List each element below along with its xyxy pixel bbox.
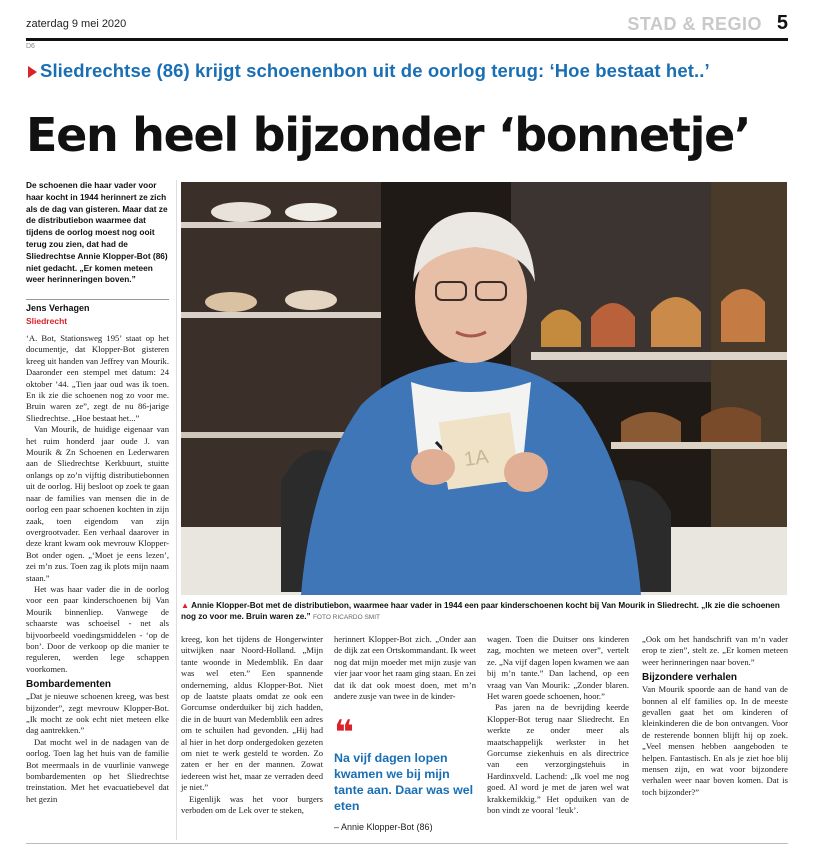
pull-quote-attribution: – Annie Klopper-Bot (86) [334, 822, 433, 832]
paragraph: wagen. Toen die Duitser ons kinderen zag, mochten we meteen over”, vertelt ze. „Na vijf dagen lopen kwamen we aan bij m’n tante.” Dan lachend, op een vraag van Van Mourik: „Zonder blaren. Het waren goede schoenen, hoor.” [487, 634, 629, 702]
caption-marker-icon: ▲ [181, 601, 190, 610]
article-column-1 [26, 333, 169, 805]
kicker [26, 60, 796, 82]
photo-illustration [181, 182, 787, 595]
subheading: Bombardementen [26, 679, 112, 691]
paragraph: kreeg, kon het tijdens de Hongerwinter uitwijken naar Noord-Holland. „Mijn tante woonde in Medemblik. En daar was wel eten.” Een spannende onderneming, aldus Klopper-Bot. Niet op de laatste plaats omdat ze ook een Gorcumse onderduiker bij zich hadden, die in de buurt van Medemblik een adres om te schuilen had gevonden. „Hij had al hier in het dorp ondergedoken gezeten om niet te werk gesteld te worden. Zo zaten er her en der mannen. Zowat iedereen wist het, maar ze verraden deed je niet.” [181, 634, 323, 793]
paragraph: „Dat je nieuwe schoenen kreeg, was best bijzonder”, zegt mevrouw Klopper-Bot. „Ik mocht ze ook echt niet meteen elke dag aantrekken.” [26, 691, 169, 736]
quote-mark-icon: ❝ [334, 713, 354, 753]
kicker-arrow-icon [28, 66, 37, 78]
paragraph: Dat mocht wel in de nadagen van de oorlog. Toen lag het huis van de familie Bot meermaals in de vuurlinie vanwege bombardementen op het Sliedrechtse treinstation. Met het evacuatiebevel dat het gezin [26, 736, 169, 804]
paragraph: Het was haar vader die in de oorlog voor een paar kinderschoenen bij Van Mourik binnenliep. Vanwege de schaarste was schoeisel - net als bijvoorbeeld voedingsmiddelen - ‘op de bon’. Door de verkoop op die manier te reguleren, werden lege schappen voorkomen. [26, 583, 169, 674]
section-name: STAD & REGIO [627, 14, 762, 34]
header-rule [26, 38, 788, 41]
bottom-rule [26, 843, 788, 844]
paragraph: ‘A. Bot, Stationsweg 195’ staat op het documentje, dat Klopper-Bot gisteren kreeg uit handen van Jeffrey van Mourik. Daaronder een stempel met datum: 24 oktober ’44. „Tien jaar oud was ik toen. En ik zie die schoenen nog zo voor me. Bruin waren ze”, zegt de nu 86-jarige Sliedrechtse. „Hoe bestaat het...” [26, 333, 169, 423]
author-name: Jens Verhagen [26, 303, 90, 313]
paragraph: herinnert Klopper-Bot zich. „Onder aan de dijk zat een Ortskommandant. Ik weet nog dat mijn moeder met mijn zusje van vier jaar voor het raam ging staan. En zei dat ik dat ook moest doen, met m’n andere zusje van twee in de kinder- [334, 634, 476, 702]
paragraph: Pas jaren na de bevrijding keerde Klopper-Bot terug naar Sliedrecht. En werkte ze onder meer als maatschappelijk werkster in het Gorcumse ziekenhuis en als directrice van een verzorgingstehuis in Hardinxveld. Lachend: „Ik voel me nog goed. Al word je met de jaren wel wat krakkemikkig.” Het opduiken van de bon vindt ze vooral ‘leuk’. [487, 702, 629, 816]
byline-rule [26, 299, 169, 300]
dateline-place: Sliedrecht [26, 316, 68, 326]
photo-credit: FOTO RICARDO SMIT [312, 614, 380, 621]
article-column-5 [642, 634, 788, 798]
page-number: 5 [776, 12, 788, 34]
pull-quote-text: Na vijf dagen lopen kwamen we bij mijn tante aan. Daar was wel eten [334, 751, 474, 813]
paragraph: Eigenlijk was het voor burgers verboden om de Lek over te steken, [181, 793, 323, 816]
lead-paragraph: De schoenen die haar vader voor haar kocht in 1944 herinnert ze zich als de dag van gisteren. Maar dat ze de distributiebon waarmee dat tijdens de oorlog moest nog ooit terug zou zien, dat had de Sliedrechtse Annie Klopper-Bot (86) niet gedacht. „Er komen meteen weer herinneringen boven.” [26, 180, 168, 285]
article-photo [181, 182, 787, 595]
pull-quote [334, 713, 474, 832]
voucher-text: 1A [462, 445, 490, 472]
photo-caption [181, 600, 787, 622]
headline: Een heel bijzonder ‘bonnetje’ [26, 108, 751, 162]
issue-date: zaterdag 9 mei 2020 [26, 18, 127, 30]
edition-tag: D6 [26, 43, 35, 50]
article-column-4 [487, 634, 629, 817]
paragraph: Van Mourik, de huidige eigenaar van het ruim honderd jaar oude J. van Mourik & Zn Schoenen en Lederwaren aan de Sliedrechtse Kerkbuurt, stuitte onlangs op zo’n vijftig distributiebonnen uit de oorlog. Hij besloot op zoek te gaan naar de families van mensen die in de oorlog een paar schoenen kochten in zijn zaak, toen eigendom van zijn overgrootvader. Een verhaal daarover in deze krant kwam ook mevrouw Klopper-Bot onder ogen. „‘Moet je eens lezen’, zei m’n zus. Toen zag ik plots mijn naam staan.” [26, 424, 169, 583]
kicker-text: Sliedrechtse (86) krijgt schoenenbon uit de oorlog terug: ‘Hoe bestaat het..’ [40, 60, 710, 81]
caption-text: Annie Klopper-Bot met de distributiebon, waarmee haar vader in 1944 een paar kinderschoenen kocht bij Van Mourik in Sliedrecht. „Ik zie die schoenen nog zo voor me. Bruin waren ze.” [181, 601, 780, 621]
article-column-2 [181, 634, 323, 817]
column-divider [176, 180, 177, 840]
subheading: Bijzondere verhalen [642, 672, 738, 684]
paragraph: Van Mourik spoorde aan de hand van de bonnen al elf families op. In de meeste gevallen gaat het om kinderen of kleinkinderen die de bon ontvangen. Voor de resterende bonnen blijft hij op zoek. „Veel mensen hebben aangeboden te helpen. Fantastisch. En als je ziet hoe blij mensen zijn, en wat voor bijzondere verhalen weer naar boven komen. Dat is toch bijzonder?” [642, 684, 788, 797]
paragraph: „Ook om het handschrift van m’n vader erop te zien”, stelt ze. „Er komen meteen weer herinneringen naar boven.” [642, 634, 788, 667]
article-column-3 [334, 634, 476, 702]
page-header [26, 14, 788, 34]
